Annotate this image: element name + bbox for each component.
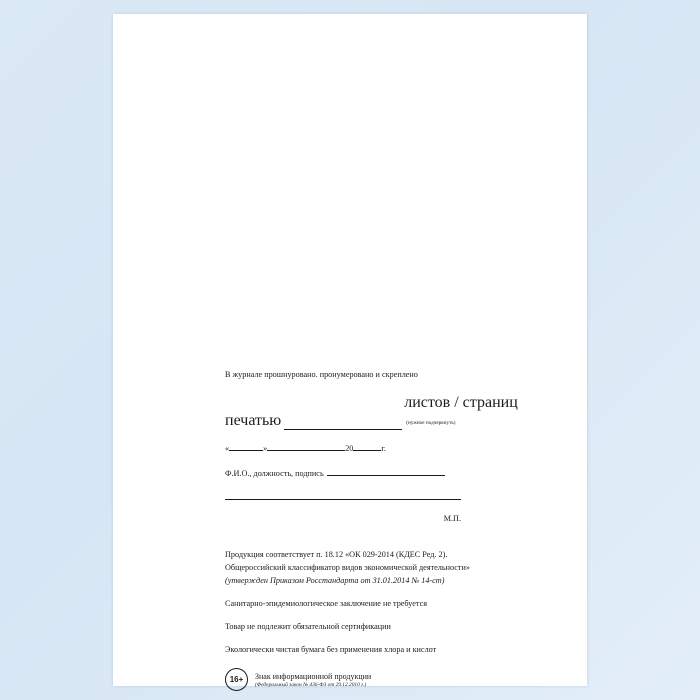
document-content <box>225 369 525 691</box>
age-title: Знак информационной продукции <box>255 671 372 681</box>
certification-line-3: (утвержден Приказом Росстандарта от 31.01.2014 № 14-ст) <box>225 576 445 586</box>
fio-row <box>225 466 525 478</box>
certification-block <box>225 549 525 586</box>
certification-line-1: Продукция соответствует п. 18.12 «ОК 029-2014 (КДЕС Ред. 2). <box>225 550 448 560</box>
sheets-label: листов / страниц <box>404 394 518 412</box>
journal-statement: В журнале прошнуровано. пронумеровано и скреплено <box>225 370 418 379</box>
month-fill-line[interactable] <box>267 441 345 451</box>
underline-note: (нужное подчеркнуть) <box>406 420 456 427</box>
sanitary-note: Санитарно-эпидемиологическое заключение не требуется <box>225 599 427 609</box>
age-badge-icon: 16+ <box>225 668 248 691</box>
document-page <box>113 14 587 686</box>
fio-fill-line[interactable] <box>327 466 445 476</box>
year-fill-line[interactable] <box>353 441 381 451</box>
seal-fill-line[interactable] <box>284 420 402 430</box>
seal-row <box>225 394 525 430</box>
year-suffix: г. <box>381 444 386 454</box>
age-subtitle: (Федеральный закон № 436-ФЗ от 29.12.2010 г.) <box>255 681 367 688</box>
year-prefix: 20 <box>345 444 354 454</box>
date-row <box>225 441 525 453</box>
age-text-group <box>255 672 371 689</box>
date-quote-close: » <box>263 444 268 454</box>
fio-label: Ф.И.О., должность, подпись <box>225 469 324 479</box>
fio-second-row <box>225 487 525 505</box>
age-rating-row <box>225 668 525 691</box>
mp-label: М.П. <box>443 514 461 524</box>
certification-note: Товар не подлежит обязательной сертификации <box>225 622 391 632</box>
certification-line-2: Общероссийский классификатор видов экономической деятельности» <box>225 563 470 573</box>
day-fill-line[interactable] <box>229 441 263 451</box>
seal-label: печатью <box>225 412 282 430</box>
eco-note: Экологически чистая бумага без применения хлора и кислот <box>225 645 437 655</box>
date-quote-open: « <box>225 444 230 454</box>
fio-fill-line-2[interactable] <box>225 490 461 500</box>
